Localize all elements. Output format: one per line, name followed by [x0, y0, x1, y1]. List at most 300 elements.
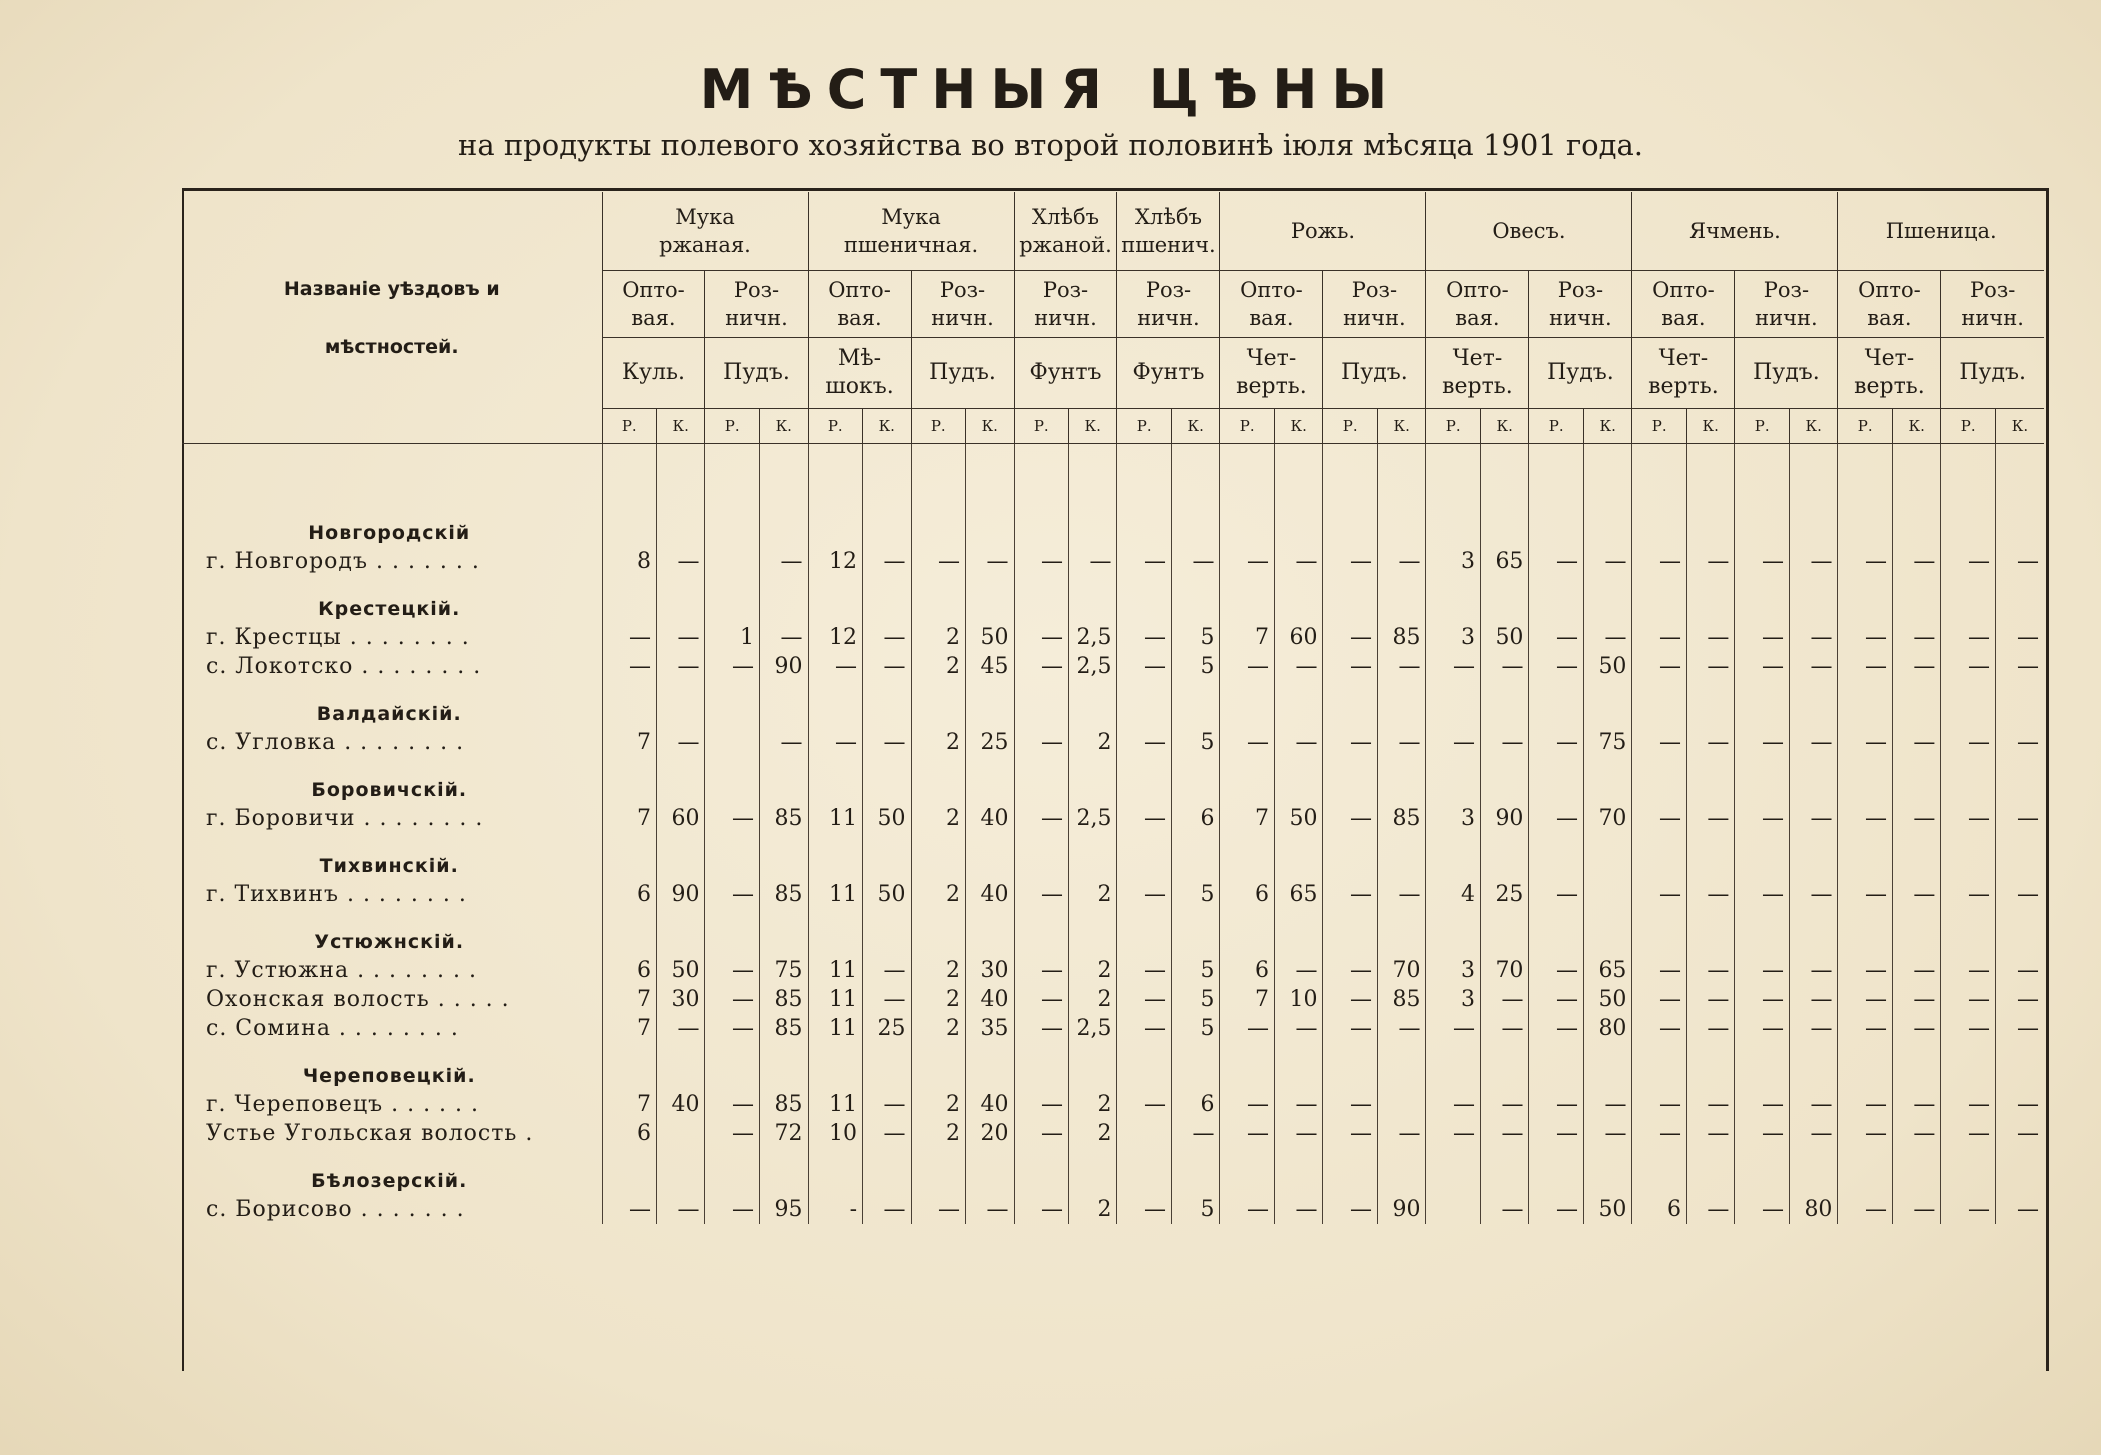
ruble-cell: —	[1838, 1090, 1893, 1119]
ruble-cell: 1	[705, 623, 760, 652]
table-row	[182, 728, 2044, 757]
empty-cell	[1274, 1043, 1322, 1090]
kopeck-cell: 70	[1583, 804, 1631, 833]
ruble-cell: —	[1117, 1195, 1172, 1224]
empty-cell	[1069, 576, 1117, 623]
ruble-cell: —	[1735, 728, 1790, 757]
empty-cell	[1014, 500, 1069, 547]
empty-cell	[1838, 681, 1893, 728]
empty-cell	[1377, 833, 1425, 880]
empty-cell	[966, 1043, 1014, 1090]
spacer-cell	[1941, 444, 1996, 501]
empty-cell	[1014, 681, 1069, 728]
kopeck-cell: 2,5	[1069, 652, 1117, 681]
empty-cell	[1426, 909, 1481, 956]
ruble-cell: —	[1838, 728, 1893, 757]
ruble-cell: —	[1735, 956, 1790, 985]
kopeck-cell: 85	[760, 880, 809, 909]
empty-cell	[966, 757, 1014, 804]
kopeck-cell: —	[1686, 547, 1734, 576]
table-row	[182, 804, 2044, 833]
kopeck-cell: 6	[1172, 804, 1220, 833]
place-name: с. Борисово . . . . . . .	[206, 1197, 465, 1222]
kopeck-cell: —	[1892, 880, 1940, 909]
empty-cell	[1735, 500, 1790, 547]
kopeck-cell: —	[1995, 985, 2044, 1014]
empty-cell	[1480, 500, 1528, 547]
ruble-cell: —	[1529, 1014, 1584, 1043]
empty-cell	[1789, 500, 1838, 547]
empty-cell	[1789, 833, 1838, 880]
kopeck-cell: —	[1995, 1090, 2044, 1119]
ruble-header: Р.	[1838, 409, 1893, 444]
empty-cell	[1480, 576, 1528, 623]
sale-type-header	[1117, 271, 1220, 338]
header-line: Чет-	[1864, 346, 1915, 371]
kopeck-cell: 65	[1274, 880, 1322, 909]
name-column-header	[182, 192, 602, 444]
ruble-cell: —	[1632, 547, 1687, 576]
kopeck-cell: 35	[966, 1014, 1014, 1043]
empty-cell	[1632, 833, 1687, 880]
ruble-cell: —	[705, 880, 760, 909]
header-line: ничн.	[1034, 306, 1097, 330]
kopeck-cell: —	[1789, 804, 1838, 833]
ruble-cell: —	[1735, 547, 1790, 576]
empty-cell	[1789, 1043, 1838, 1090]
kopeck-cell: 5	[1172, 1014, 1220, 1043]
spacer-cell	[808, 444, 863, 501]
empty-cell	[1220, 576, 1275, 623]
ruble-cell: —	[1941, 623, 1996, 652]
empty-cell	[1220, 1043, 1275, 1090]
product-header	[808, 192, 1014, 271]
kopeck-cell: —	[1274, 956, 1322, 985]
ruble-cell: —	[705, 804, 760, 833]
ruble-cell: 2	[911, 985, 966, 1014]
ruble-header: Р.	[808, 409, 863, 444]
ruble-cell: —	[1117, 956, 1172, 985]
kopeck-cell: 20	[966, 1119, 1014, 1148]
empty-cell	[1274, 1148, 1322, 1195]
empty-cell	[1220, 500, 1275, 547]
empty-cell	[1172, 681, 1220, 728]
kopeck-cell: —	[863, 728, 911, 757]
empty-cell	[1941, 909, 1996, 956]
district-row	[182, 757, 2044, 804]
empty-cell	[1172, 909, 1220, 956]
ruble-cell: —	[1323, 985, 1378, 1014]
ruble-cell: —	[1323, 547, 1378, 576]
kopeck-cell: 30	[966, 956, 1014, 985]
unit-header	[1220, 338, 1323, 409]
unit-header	[1735, 338, 1838, 409]
kopeck-cell	[1377, 1090, 1425, 1119]
empty-cell	[760, 681, 809, 728]
ruble-cell: 2	[911, 728, 966, 757]
ruble-cell: —	[808, 728, 863, 757]
header-row-products	[182, 192, 2044, 271]
kopeck-cell: —	[1377, 547, 1425, 576]
header-line: Чет-	[1658, 346, 1709, 371]
ruble-cell: 2	[911, 652, 966, 681]
ruble-cell: —	[808, 652, 863, 681]
empty-cell	[808, 833, 863, 880]
ruble-header: Р.	[1323, 409, 1378, 444]
kopeck-cell: 30	[657, 985, 705, 1014]
empty-cell	[1686, 757, 1734, 804]
kopeck-cell: —	[1995, 880, 2044, 909]
ruble-cell: —	[1941, 985, 1996, 1014]
kopeck-cell: —	[1892, 985, 1940, 1014]
ruble-cell: —	[1735, 623, 1790, 652]
empty-cell	[760, 1043, 809, 1090]
header-line: вая.	[1455, 306, 1500, 330]
ruble-cell: 3	[1426, 547, 1481, 576]
empty-cell	[1838, 833, 1893, 880]
kopeck-cell: 40	[966, 880, 1014, 909]
empty-cell	[657, 909, 705, 956]
ruble-header: Р.	[1117, 409, 1172, 444]
ruble-cell: —	[1529, 652, 1584, 681]
ruble-cell: —	[1529, 880, 1584, 909]
ruble-cell: —	[1838, 547, 1893, 576]
kopeck-cell: 75	[760, 956, 809, 985]
ruble-cell: —	[1941, 1119, 1996, 1148]
empty-cell	[1838, 909, 1893, 956]
empty-cell	[1529, 833, 1584, 880]
ruble-cell: 11	[808, 1014, 863, 1043]
empty-cell	[911, 833, 966, 880]
unit-header	[911, 338, 1014, 409]
ruble-cell: 11	[808, 985, 863, 1014]
ruble-cell: —	[1014, 880, 1069, 909]
empty-cell	[808, 500, 863, 547]
kopeck-cell: —	[1686, 1014, 1734, 1043]
empty-cell	[1480, 1043, 1528, 1090]
empty-cell	[966, 500, 1014, 547]
empty-cell	[1117, 576, 1172, 623]
header-line: Роз-	[1763, 278, 1810, 302]
kopeck-cell: 60	[1274, 623, 1322, 652]
kopeck-cell: —	[1892, 1119, 1940, 1148]
empty-cell	[1377, 1043, 1425, 1090]
kopeck-cell: —	[1892, 804, 1940, 833]
kopeck-header: К.	[1995, 409, 2044, 444]
spacer-cell	[602, 444, 657, 501]
kopeck-cell: —	[1686, 623, 1734, 652]
kopeck-cell: —	[1377, 1014, 1425, 1043]
header-line: верть.	[1648, 374, 1719, 399]
ruble-cell: 6	[1220, 956, 1275, 985]
unit-header	[1529, 338, 1632, 409]
header-line: верть.	[1442, 374, 1513, 399]
kopeck-cell: —	[863, 1090, 911, 1119]
empty-cell	[863, 757, 911, 804]
ruble-cell: 6	[602, 880, 657, 909]
kopeck-cell: —	[1995, 728, 2044, 757]
kopeck-cell: —	[1172, 547, 1220, 576]
kopeck-cell: 95	[760, 1195, 809, 1224]
header-line: Пудъ.	[1753, 360, 1820, 385]
empty-cell	[1069, 500, 1117, 547]
ruble-cell: —	[1529, 728, 1584, 757]
district-row	[182, 1148, 2044, 1195]
ruble-cell: —	[1220, 652, 1275, 681]
ruble-cell: —	[1632, 728, 1687, 757]
empty-cell	[1172, 576, 1220, 623]
kopeck-cell: 45	[966, 652, 1014, 681]
unit-header	[808, 338, 911, 409]
kopeck-cell: —	[1789, 623, 1838, 652]
ruble-cell: 6	[602, 1119, 657, 1148]
empty-cell	[657, 1043, 705, 1090]
empty-cell	[760, 1148, 809, 1195]
kopeck-cell: 85	[1377, 985, 1425, 1014]
ruble-cell: —	[1014, 623, 1069, 652]
empty-cell	[1274, 833, 1322, 880]
spacer-cell	[1995, 444, 2044, 501]
empty-cell	[863, 681, 911, 728]
empty-cell	[1069, 681, 1117, 728]
ruble-cell: —	[1426, 1090, 1481, 1119]
spacer-cell	[966, 444, 1014, 501]
kopeck-header: К.	[863, 409, 911, 444]
ruble-cell: —	[1632, 1090, 1687, 1119]
empty-cell	[1377, 1148, 1425, 1195]
kopeck-cell: —	[863, 956, 911, 985]
empty-cell	[1426, 757, 1481, 804]
spacer-cell	[1274, 444, 1322, 501]
ruble-header: Р.	[1735, 409, 1790, 444]
place-name: Устье Угольская волость .	[206, 1121, 534, 1146]
kopeck-cell: —	[1789, 956, 1838, 985]
kopeck-cell: 90	[657, 880, 705, 909]
empty-cell	[657, 833, 705, 880]
empty-cell	[760, 909, 809, 956]
header-line: Роз-	[1557, 278, 1604, 302]
empty-cell	[1323, 576, 1378, 623]
empty-cell	[602, 576, 657, 623]
kopeck-cell: —	[863, 985, 911, 1014]
header-line: Куль.	[622, 360, 685, 385]
spacer-cell	[1117, 444, 1172, 501]
kopeck-cell: 50	[657, 956, 705, 985]
kopeck-cell	[1583, 880, 1631, 909]
ruble-cell: —	[1117, 985, 1172, 1014]
kopeck-cell: —	[863, 1119, 911, 1148]
ruble-cell: —	[1117, 547, 1172, 576]
header-line: Роз-	[1351, 278, 1398, 302]
empty-cell	[1789, 576, 1838, 623]
sale-type-header	[1014, 271, 1117, 338]
kopeck-cell: 85	[1377, 804, 1425, 833]
header-line: верть.	[1854, 374, 1925, 399]
header-line: Пудъ.	[1341, 360, 1408, 385]
empty-cell	[1735, 1043, 1790, 1090]
empty-cell	[1480, 909, 1528, 956]
spacer-cell	[1426, 444, 1481, 501]
empty-cell	[1735, 681, 1790, 728]
kopeck-cell: 85	[760, 804, 809, 833]
ruble-cell: 3	[1426, 956, 1481, 985]
ruble-cell: 12	[808, 623, 863, 652]
kopeck-cell: 50	[1583, 1195, 1631, 1224]
spacer-cell	[1014, 444, 1069, 501]
header-line: Пудъ.	[1959, 360, 2027, 385]
empty-cell	[1941, 1043, 1996, 1090]
place-name: Охонская волость . . . . .	[206, 987, 510, 1012]
ruble-cell: —	[1941, 880, 1996, 909]
empty-cell	[657, 757, 705, 804]
ruble-cell: —	[1735, 652, 1790, 681]
empty-cell	[1529, 576, 1584, 623]
empty-cell	[1735, 909, 1790, 956]
empty-cell	[1735, 576, 1790, 623]
district-row	[182, 576, 2044, 623]
table-row	[182, 1119, 2044, 1148]
empty-cell	[760, 576, 809, 623]
ruble-header: Р.	[911, 409, 966, 444]
ruble-cell: —	[1735, 1090, 1790, 1119]
ruble-cell: 7	[602, 804, 657, 833]
kopeck-cell: —	[657, 547, 705, 576]
kopeck-cell: 40	[966, 985, 1014, 1014]
ruble-cell	[1426, 1195, 1481, 1224]
place-name: с. Локотско . . . . . . . .	[206, 654, 482, 679]
kopeck-cell: 5	[1172, 985, 1220, 1014]
ruble-cell: —	[705, 1014, 760, 1043]
ruble-cell: 6	[1220, 880, 1275, 909]
empty-cell	[911, 500, 966, 547]
empty-cell	[1014, 757, 1069, 804]
empty-cell	[760, 833, 809, 880]
kopeck-cell: 50	[863, 880, 911, 909]
ruble-cell: —	[1838, 804, 1893, 833]
kopeck-cell: —	[1995, 1195, 2044, 1224]
empty-cell	[1069, 757, 1117, 804]
empty-cell	[1735, 757, 1790, 804]
kopeck-cell: 2	[1069, 1090, 1117, 1119]
kopeck-cell: 50	[1480, 623, 1528, 652]
header-line: Опто-	[1240, 278, 1303, 302]
kopeck-cell: —	[1377, 1119, 1425, 1148]
empty-cell	[1069, 909, 1117, 956]
kopeck-cell: —	[657, 1014, 705, 1043]
header-line: ничн.	[1549, 306, 1612, 330]
unit-header	[1117, 338, 1220, 409]
empty-cell	[1995, 576, 2044, 623]
kopeck-cell: 50	[1274, 804, 1322, 833]
product-header	[1220, 192, 1426, 271]
spacer-cell	[1069, 444, 1117, 501]
empty-cell	[705, 1043, 760, 1090]
kopeck-cell: —	[1789, 1119, 1838, 1148]
table-row	[182, 652, 2044, 681]
header-line: Опто-	[1858, 278, 1921, 302]
empty-cell	[1426, 681, 1481, 728]
empty-cell	[911, 1148, 966, 1195]
empty-cell	[863, 1148, 911, 1195]
page-subtitle: на продукты полевого хозяйства во второй половинѣ іюля мѣсяца 1901 года.	[458, 128, 1643, 162]
sale-type-header	[1529, 271, 1632, 338]
kopeck-cell: 2,5	[1069, 1014, 1117, 1043]
empty-cell	[760, 500, 809, 547]
empty-cell	[863, 500, 911, 547]
empty-cell	[808, 576, 863, 623]
kopeck-cell: —	[1172, 1119, 1220, 1148]
kopeck-cell: —	[657, 1195, 705, 1224]
empty-cell	[1069, 833, 1117, 880]
empty-cell	[1274, 909, 1322, 956]
kopeck-cell: 60	[657, 804, 705, 833]
empty-cell	[911, 909, 966, 956]
ruble-header: Р.	[602, 409, 657, 444]
empty-cell	[808, 681, 863, 728]
header-line: ничн.	[1755, 306, 1818, 330]
kopeck-cell: —	[1686, 985, 1734, 1014]
kopeck-cell: —	[1480, 1090, 1528, 1119]
empty-cell	[1583, 1148, 1631, 1195]
kopeck-cell: —	[1892, 623, 1940, 652]
empty-cell	[1323, 500, 1378, 547]
ruble-cell: 11	[808, 880, 863, 909]
kopeck-header: К.	[1583, 409, 1631, 444]
district-name: Крестецкій.	[318, 597, 461, 620]
kopeck-cell: 2,5	[1069, 804, 1117, 833]
kopeck-cell: —	[1686, 728, 1734, 757]
header-line: Опто-	[622, 278, 685, 302]
empty-cell	[1220, 1148, 1275, 1195]
empty-cell	[1686, 833, 1734, 880]
product-header	[1014, 192, 1117, 271]
kopeck-cell: —	[1686, 652, 1734, 681]
ruble-cell: —	[602, 652, 657, 681]
empty-cell	[1789, 909, 1838, 956]
empty-cell	[1789, 757, 1838, 804]
empty-cell	[1274, 681, 1322, 728]
district-name: Боровичскій.	[311, 778, 468, 801]
ruble-cell: —	[1529, 985, 1584, 1014]
header-line: вая.	[1661, 306, 1706, 330]
ruble-cell: —	[1117, 880, 1172, 909]
header-line: Роз-	[1970, 278, 2016, 302]
kopeck-header: К.	[1480, 409, 1528, 444]
ruble-cell: —	[1323, 623, 1378, 652]
empty-cell	[1583, 833, 1631, 880]
name-header-line: Названіе уѣздовъ и	[283, 277, 500, 300]
ruble-cell: —	[1426, 1014, 1481, 1043]
empty-cell	[1069, 1148, 1117, 1195]
empty-cell	[1220, 833, 1275, 880]
empty-cell	[1117, 833, 1172, 880]
spacer-cell	[1583, 444, 1631, 501]
header-line: шокъ.	[825, 374, 894, 399]
kopeck-cell: 2	[1069, 1119, 1117, 1148]
empty-cell	[1529, 909, 1584, 956]
sale-type-header	[1838, 271, 1941, 338]
unit-header	[1426, 338, 1529, 409]
ruble-cell: —	[1220, 1014, 1275, 1043]
spacer-cell	[1686, 444, 1734, 501]
empty-cell	[863, 1043, 911, 1090]
empty-cell	[1995, 833, 2044, 880]
empty-cell	[911, 576, 966, 623]
ruble-cell: —	[1941, 652, 1996, 681]
empty-cell	[1426, 1043, 1481, 1090]
empty-cell	[808, 757, 863, 804]
header-line: Роз-	[733, 278, 780, 302]
